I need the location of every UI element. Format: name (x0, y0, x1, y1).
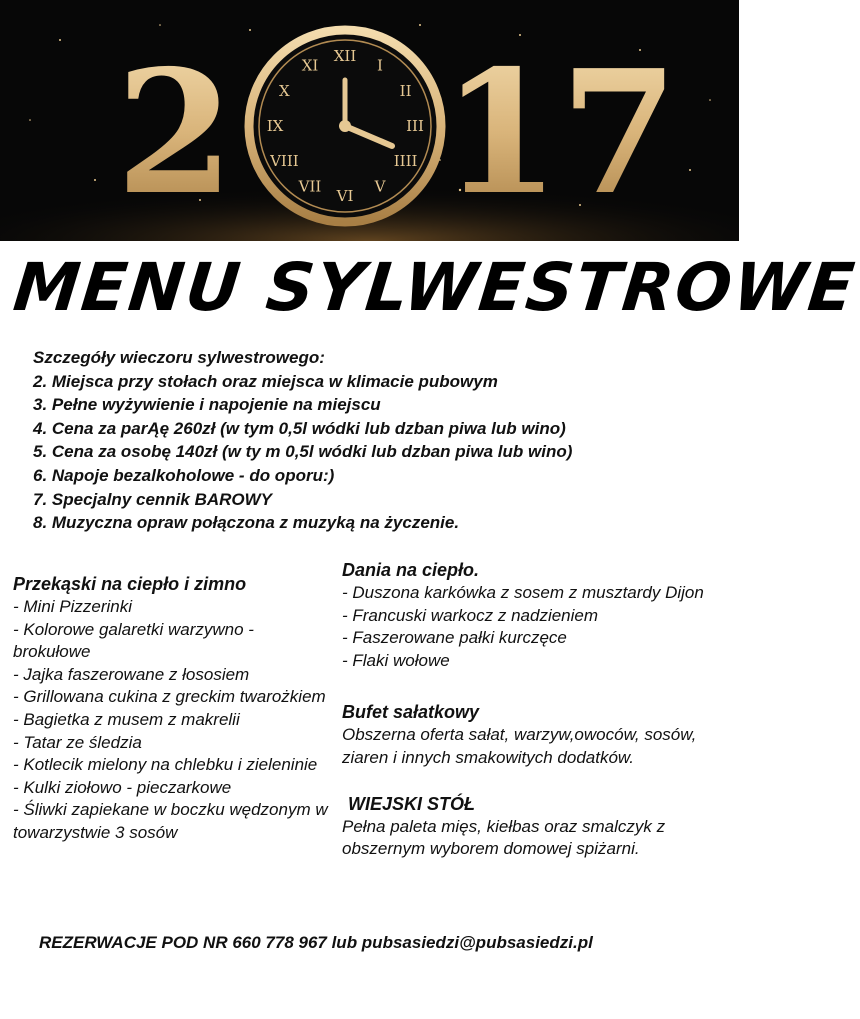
clock-numeral: II (399, 82, 412, 100)
year-digit-2: 2 (115, 33, 235, 233)
menu-item: - Śliwki zapiekane w boczku wędzonym w towarzystwie 3 sosów (13, 800, 328, 842)
menu-item: - Bagietka z musem z makrelii (13, 709, 240, 729)
details-item: 7. Specjalny cennik BAROWY (33, 489, 273, 509)
country-table-text: Pełna paleta mięs, kiełbas oraz smalczyk z obszernym wyborem domowej spiżarni. (342, 816, 666, 859)
hot-dishes-section (342, 558, 727, 672)
right-column (342, 558, 727, 881)
clock-numeral: V (374, 177, 386, 196)
menu-item: - Kotlecik mielony na chlebku i zieleninie (13, 755, 318, 775)
menu-item: - Jajka faszerowane z łososiem (13, 664, 250, 684)
clock-numeral: III (406, 117, 424, 135)
appetizers-heading: Przekąski na ciepło i zimno (13, 574, 247, 594)
menu-item: - Duszona karkówka z sosem z musztardy Dijon (342, 583, 704, 602)
banner-graphic (0, 0, 739, 241)
clock-numeral: IX (266, 117, 284, 135)
year-digits-17: 17 (441, 33, 679, 233)
details-item: 6. Napoje bezalkoholowe - do oporu:) (33, 465, 335, 485)
appetizers-section (13, 572, 331, 845)
banner-2017 (0, 0, 739, 241)
menu-item: - Flaki wołowe (342, 650, 450, 670)
menu-item: - Mini Pizzerinki (13, 597, 133, 616)
clock-numeral: IIII (393, 152, 418, 170)
clock-numeral: X (279, 82, 290, 100)
clock-numeral: XI (301, 56, 319, 75)
page-title: MENU SYLWESTROWE (10, 249, 860, 326)
salad-buffet-heading: Bufet sałatkowy (342, 702, 480, 723)
details-list (33, 346, 713, 535)
clock-numeral: XII (333, 47, 357, 65)
details-heading: Szczegóły wieczoru sylwestrowego: (33, 348, 325, 367)
salad-buffet-text: Obszerna oferta sałat, warzyw,owoców, sosów, ziaren i innych smakowitych dodatków. (342, 725, 697, 767)
country-table-section (342, 792, 727, 861)
clock-numeral: I (377, 56, 383, 75)
clock-numeral: VI (336, 187, 354, 205)
salad-buffet-section (342, 700, 727, 769)
details-item: 3. Pełne wyżywienie i napojenie na miejscu (33, 395, 381, 415)
menu-item: - Grillowana cukina z greckim twarożkiem (13, 687, 326, 707)
details-item: 5. Cena za osobę 140zł (w ty m 0,5l wódki lub dzban piwa lub wino) (33, 442, 573, 462)
menu-item: - Kulki ziołowo - pieczarkowe (13, 777, 232, 797)
details-item: 2. Miejsca przy stołach oraz miejsca w klimacie pubowym (33, 371, 498, 391)
details-item: 8. Muzyczna opraw połączona z muzyką na życzenie. (33, 513, 460, 533)
menu-item: - Tatar ze śledzia (13, 732, 142, 752)
menu-item: - Faszerowane pałki kurczęce (342, 628, 567, 648)
hot-dishes-heading: Dania na ciepło. (342, 560, 480, 580)
reservation-footer: REZERWACJE POD NR 660 778 967 lub pubsasiedzi@pubsasiedzi.pl (39, 933, 593, 952)
clock-numeral: VIII (270, 152, 299, 170)
menu-item: - Kolorowe galaretki warzywno - brokułowe (13, 619, 254, 662)
menu-item: - Francuski warkocz z nadzieniem (342, 605, 599, 625)
clock-numeral: VII (298, 177, 322, 196)
clock-icon (249, 30, 441, 222)
country-table-heading: WIEJSKI STÓŁ (348, 793, 476, 814)
details-item: 4. Cena za parĄę 260zł (w tym 0,5l wódki lub dzban piwa lub wino) (33, 418, 566, 438)
